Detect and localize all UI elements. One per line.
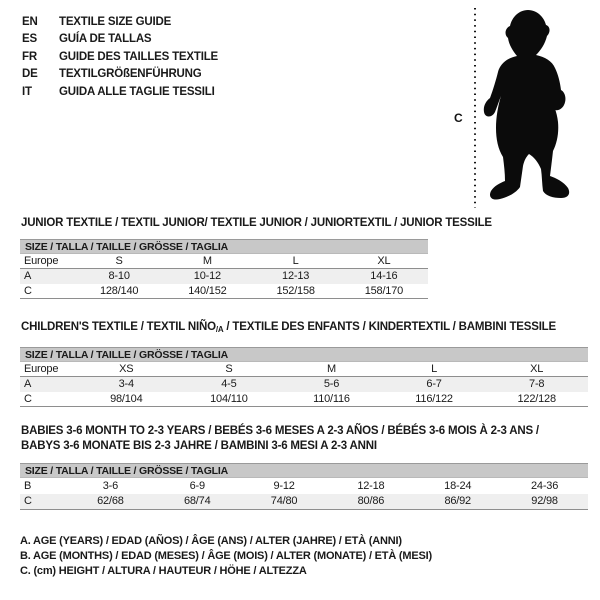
language-title-list <box>22 14 218 101</box>
size-cell: 116/122 <box>415 392 453 405</box>
table-row <box>20 494 588 510</box>
size-cell: 152/158 <box>276 284 315 297</box>
measurement-figure <box>440 0 600 220</box>
size-cell: XL <box>485 362 588 377</box>
size-cell: M <box>280 362 383 377</box>
babies-table-title <box>21 424 539 453</box>
size-cell: 14-16 <box>340 269 428 284</box>
table-row <box>20 254 428 269</box>
lang-title: TEXTILE SIZE GUIDE <box>59 16 172 28</box>
size-cell: 12-13 <box>252 269 340 284</box>
row-label: Europe <box>20 362 75 377</box>
size-cell: 62/68 <box>67 494 154 510</box>
size-cell: L <box>383 362 486 377</box>
baby-silhouette-icon <box>440 0 600 220</box>
row-label: C <box>24 392 32 405</box>
baby-silhouette-path <box>484 10 569 200</box>
lang-title: GUÍA DE TALLAS <box>59 33 152 46</box>
title-text: CHILDREN'S TEXTILE / TEXTIL NIÑO <box>21 321 216 333</box>
row-label: C <box>20 494 67 510</box>
lang-code: DE <box>22 68 38 81</box>
lang-row-fr <box>22 49 218 66</box>
lang-row-de <box>22 66 218 83</box>
size-cell: S <box>75 254 163 269</box>
lang-title: GUIDE DES TAILLES TEXTILE <box>59 50 218 63</box>
size-cell: XL <box>340 254 428 269</box>
row-label: B <box>24 479 32 492</box>
size-cell: 158/170 <box>364 284 404 297</box>
size-header-bar: SIZE / TALLA / TAILLE / GRÖSSE / TAGLIA <box>20 464 588 478</box>
size-cell: 80/86 <box>327 494 414 510</box>
size-cell: M <box>163 254 251 269</box>
table-row <box>20 269 428 284</box>
size-cell: 5-6 <box>280 377 383 392</box>
size-cell: 68/74 <box>154 494 241 510</box>
size-cell: 74/80 <box>241 494 328 510</box>
row-label: A <box>20 269 75 284</box>
table-row <box>20 362 588 377</box>
size-cell: 140/152 <box>188 284 227 297</box>
size-cell: 18-24 <box>444 479 472 492</box>
lang-code: FR <box>22 50 37 63</box>
lang-row-it <box>22 84 218 101</box>
row-label: C <box>24 284 32 297</box>
size-header-bar: SIZE / TALLA / TAILLE / GRÖSSE / TAGLIA <box>20 348 588 362</box>
title-text: / TEXTILE DES ENFANTS / KINDERTEXTIL / BAMBINI TESSILE <box>223 321 556 333</box>
lang-code: EN <box>22 16 38 28</box>
lang-row-en <box>22 14 218 31</box>
table-row <box>20 377 588 392</box>
size-cell: L <box>252 254 340 269</box>
size-cell: 98/104 <box>110 392 143 405</box>
junior-table-title: JUNIOR TEXTILE / TEXTIL JUNIOR/ TEXTILE JUNIOR / JUNIORTEXTIL / JUNIOR TESSILE <box>21 217 492 229</box>
row-label: A <box>20 377 75 392</box>
legend-line-c: C. (cm) HEIGHT / ALTURA / HAUTEUR / HÖHE / ALTEZZA <box>20 565 307 577</box>
size-cell: 3-6 <box>102 479 119 492</box>
size-cell: 92/98 <box>501 494 588 510</box>
title-line-2: BABYS 3-6 MONATE BIS 2-3 JAHRE / BAMBINI 3-6 MESI A 2-3 ANNI <box>21 439 377 452</box>
legend-line-a: A. AGE (YEARS) / EDAD (AÑOS) / ÂGE (ANS) / ALTER (JAHRE) / ETÀ (ANNI) <box>20 535 402 547</box>
size-cell: 8-10 <box>75 269 163 284</box>
row-label: Europe <box>20 254 75 269</box>
children-table-title <box>21 320 556 338</box>
size-cell: 6-9 <box>189 479 205 492</box>
table-row <box>20 284 428 299</box>
lang-code: ES <box>22 33 37 46</box>
size-cell: 24-36 <box>531 479 559 492</box>
size-cell: 6-7 <box>383 377 486 392</box>
lang-code: IT <box>22 85 32 98</box>
lang-title: TEXTILGRÖßENFÜHRUNG <box>59 68 202 81</box>
size-cell: 9-12 <box>273 479 295 492</box>
size-cell: 104/110 <box>210 392 248 405</box>
title-subscript: /A <box>215 325 224 334</box>
size-cell: 4-5 <box>178 377 281 392</box>
size-header-bar: SIZE / TALLA / TAILLE / GRÖSSE / TAGLIA <box>20 240 428 254</box>
measure-label-c: C <box>454 111 463 125</box>
lang-row-es <box>22 31 218 48</box>
legend <box>20 534 432 579</box>
size-cell: 10-12 <box>163 269 251 284</box>
size-cell: XS <box>75 362 178 377</box>
size-cell: 128/140 <box>99 284 139 297</box>
legend-line-b: B. AGE (MONTHS) / EDAD (MESES) / ÂGE (MOIS) / ALTER (MONATE) / ETÀ (MESI) <box>20 550 432 562</box>
size-cell: 122/128 <box>517 392 556 405</box>
title-line-1: BABIES 3-6 MONTH TO 2-3 YEARS / BEBÉS 3-6 MESES A 2-3 AÑOS / BÉBÉS 3-6 MOIS À 2-3 ANS / <box>21 425 539 437</box>
babies-table <box>20 463 588 510</box>
table-row <box>20 392 588 407</box>
size-cell: 86/92 <box>414 494 501 510</box>
size-cell: 12-18 <box>357 479 385 492</box>
lang-title: GUIDA ALLE TAGLIE TESSILI <box>59 85 215 98</box>
table-row <box>20 478 588 494</box>
children-table <box>20 347 588 407</box>
size-cell: 7-8 <box>485 377 588 392</box>
size-cell: 3-4 <box>75 377 178 392</box>
size-cell: S <box>178 362 281 377</box>
junior-table <box>20 239 428 299</box>
size-cell: 110/116 <box>313 392 350 405</box>
